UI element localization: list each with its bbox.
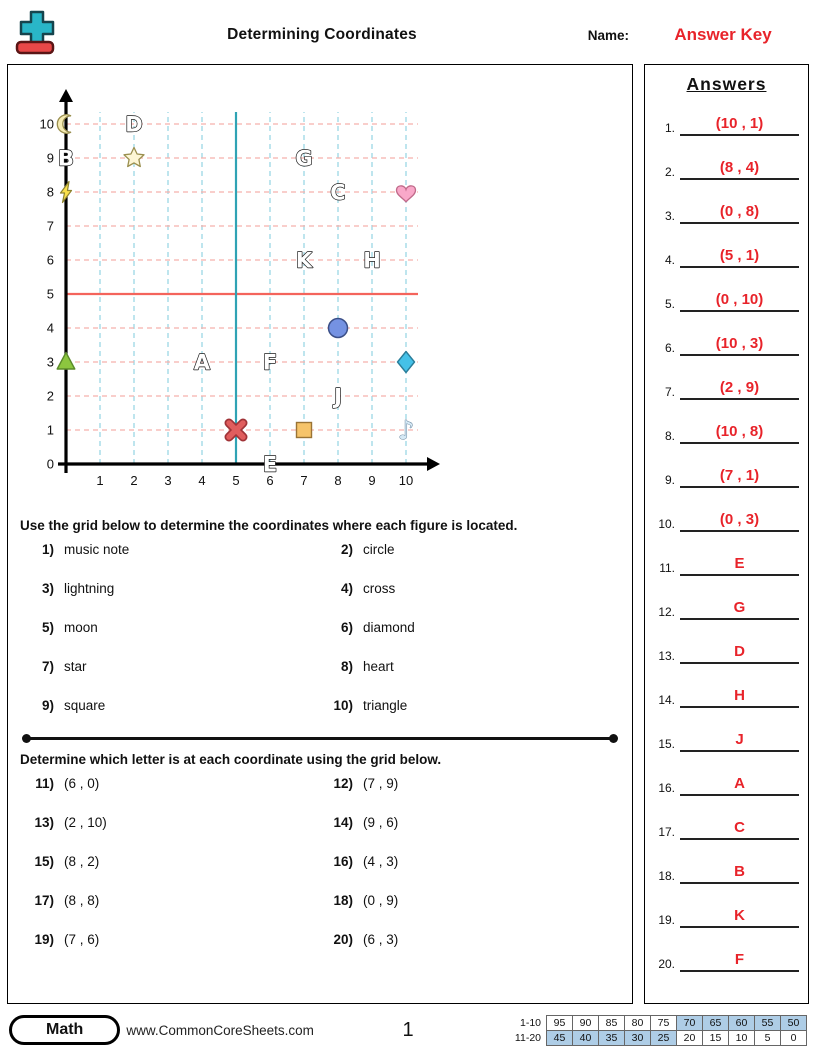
x-axis-arrow — [427, 457, 440, 471]
answer-value: K — [680, 906, 799, 929]
y-tick-label: 1 — [46, 422, 54, 438]
item-text: (2 , 10) — [64, 815, 107, 830]
item-text: diamond — [363, 620, 415, 635]
x-tick-label: 8 — [334, 473, 342, 488]
grid-symbol-triangle-icon — [57, 353, 75, 370]
name-label: Name: — [587, 27, 629, 43]
answer-value: C — [680, 818, 799, 841]
logo-icon — [9, 8, 73, 58]
item-text: (9 , 6) — [363, 815, 399, 830]
answer-number: 1. — [664, 121, 675, 135]
subject-badge: Math — [9, 1015, 120, 1045]
answer-number: 8. — [664, 429, 675, 443]
item-text: music note — [64, 542, 130, 557]
y-tick-label: 3 — [46, 354, 54, 370]
section2-instruction: Determine which letter is at each coordinate using the grid below. — [20, 752, 442, 767]
answer-number: 11. — [659, 561, 675, 575]
worksheet-item — [24, 893, 323, 908]
worksheet-item — [24, 698, 323, 713]
y-tick-label: 6 — [46, 252, 54, 268]
commoncoresheets-logo — [9, 8, 87, 63]
score-cell: 20 — [677, 1030, 703, 1045]
answers-panel — [644, 64, 809, 1004]
score-row — [513, 1015, 807, 1030]
item-number: 2) — [340, 542, 353, 557]
x-tick-label: 3 — [164, 473, 172, 488]
answer-row — [654, 416, 799, 444]
score-cell: 70 — [677, 1015, 703, 1030]
score-cell: 0 — [781, 1030, 807, 1045]
item-text: (4 , 3) — [363, 854, 399, 869]
divider-line — [29, 737, 611, 740]
worksheet-item — [323, 893, 622, 908]
x-tick-label: 10 — [398, 473, 414, 488]
item-text: square — [64, 698, 106, 713]
worksheet-item — [323, 698, 622, 713]
score-cell: 90 — [573, 1015, 599, 1030]
score-row-label: 1-10 — [519, 1016, 541, 1029]
item-number: 1) — [41, 542, 54, 557]
worksheet-item — [24, 542, 323, 557]
answer-row — [654, 460, 799, 488]
item-text: cross — [363, 581, 396, 596]
answer-value: (8 , 4) — [680, 158, 799, 181]
item-number: 4) — [340, 581, 353, 596]
worksheet-item — [323, 932, 622, 947]
worksheet-item — [24, 815, 323, 830]
item-text: (6 , 0) — [64, 776, 100, 791]
y-axis-arrow — [59, 89, 73, 102]
score-cell: 10 — [729, 1030, 755, 1045]
grid-letter-K: K — [295, 248, 313, 273]
worksheet-panel — [7, 64, 633, 1004]
y-tick-label: 7 — [46, 218, 54, 234]
answer-value: (10 , 8) — [680, 422, 799, 445]
answer-number: 16. — [658, 781, 675, 795]
score-cell: 15 — [703, 1030, 729, 1045]
worksheet-item — [24, 581, 323, 596]
answer-number: 13. — [658, 649, 675, 663]
answer-number: 12. — [658, 605, 675, 619]
answer-value: J — [680, 730, 799, 753]
answer-number: 3. — [664, 209, 675, 223]
score-cell: 40 — [573, 1030, 599, 1045]
answer-number: 2. — [664, 165, 675, 179]
answer-row — [654, 504, 799, 532]
section2-items — [24, 776, 622, 947]
coordinate-grid-wrap — [20, 72, 622, 509]
answer-row — [654, 724, 799, 752]
item-text: lightning — [64, 581, 115, 596]
page-title: Determining Coordinates — [227, 26, 417, 43]
grid-symbol-cross-icon — [229, 423, 243, 437]
item-number: 8) — [340, 659, 353, 674]
answer-number: 18. — [658, 869, 675, 883]
worksheet-item — [323, 659, 622, 674]
y-tick-label: 4 — [46, 320, 54, 336]
score-cell: 80 — [625, 1015, 651, 1030]
divider-dot-right — [609, 734, 618, 743]
item-text: (8 , 8) — [64, 893, 100, 908]
page-header — [7, 6, 809, 64]
item-number: 9) — [41, 698, 54, 713]
answer-row — [654, 680, 799, 708]
answer-value: (0 , 10) — [680, 290, 799, 313]
score-cell: 25 — [651, 1030, 677, 1045]
answer-row — [654, 900, 799, 928]
grid-letter-E: E — [262, 452, 278, 477]
footer-right — [424, 1015, 807, 1046]
answer-row — [654, 284, 799, 312]
worksheet-item — [24, 620, 323, 635]
section-divider — [22, 734, 618, 743]
item-number: 16) — [333, 854, 353, 869]
worksheet-item — [24, 776, 323, 791]
answer-number: 9. — [664, 473, 675, 487]
score-row-label: 11-20 — [514, 1031, 541, 1044]
section1-instruction: Use the grid below to determine the coordinates where each figure is located. — [20, 518, 518, 533]
answer-value: (7 , 1) — [680, 466, 799, 489]
page-body — [7, 64, 809, 1004]
answer-value: D — [680, 642, 799, 665]
answer-row — [654, 328, 799, 356]
answer-row — [654, 108, 799, 136]
grid-letter-A: A — [193, 350, 211, 375]
grid-letter-B: B — [57, 146, 75, 171]
x-tick-label: 1 — [96, 473, 104, 488]
answer-value: E — [680, 554, 799, 577]
item-text: moon — [64, 620, 98, 635]
score-cell: 85 — [599, 1015, 625, 1030]
answer-row — [654, 812, 799, 840]
worksheet-item — [323, 620, 622, 635]
item-number: 15) — [34, 854, 54, 869]
worksheet-item — [323, 581, 622, 596]
answer-value: (0 , 3) — [680, 510, 799, 533]
score-cell: 55 — [755, 1015, 781, 1030]
item-number: 20) — [333, 932, 353, 947]
section1-items — [24, 542, 622, 713]
score-cell: 30 — [625, 1030, 651, 1045]
answers-title: Answers — [686, 74, 767, 94]
answer-row — [654, 196, 799, 224]
answer-row — [654, 636, 799, 664]
x-tick-label: 6 — [266, 473, 274, 488]
grid-symbol-music-note-icon — [398, 416, 415, 446]
answer-row — [654, 592, 799, 620]
answer-number: 14. — [658, 693, 675, 707]
item-text: star — [64, 659, 87, 674]
score-cell: 50 — [781, 1015, 807, 1030]
y-tick-label: 0 — [46, 456, 54, 472]
answer-row — [654, 944, 799, 972]
answer-value: (10 , 1) — [680, 114, 799, 137]
answer-value: (5 , 1) — [680, 246, 799, 269]
answer-value: A — [680, 774, 799, 797]
worksheet-item — [323, 854, 622, 869]
grid-letter-J: J — [334, 384, 342, 409]
grid-symbol-square-icon — [297, 423, 312, 438]
grid-letter-F: F — [262, 350, 278, 375]
answer-number: 6. — [664, 341, 675, 355]
x-tick-label: 7 — [300, 473, 308, 488]
coordinate-grid — [20, 72, 450, 504]
worksheet-item — [323, 542, 622, 557]
worksheet-item — [24, 854, 323, 869]
item-text: (7 , 9) — [363, 776, 399, 791]
item-number: 10) — [333, 698, 353, 713]
item-text: triangle — [363, 698, 408, 713]
answer-value: B — [680, 862, 799, 885]
x-tick-label: 4 — [198, 473, 206, 488]
score-cell: 60 — [729, 1015, 755, 1030]
worksheet-item — [323, 776, 622, 791]
score-cell: 75 — [651, 1015, 677, 1030]
answer-key-label: Answer Key — [674, 25, 772, 44]
answer-row — [654, 856, 799, 884]
answer-value: (10 , 3) — [680, 334, 799, 357]
item-number: 5) — [41, 620, 54, 635]
item-number: 17) — [34, 893, 54, 908]
answer-row — [654, 372, 799, 400]
item-number: 7) — [41, 659, 54, 674]
answer-value: F — [680, 950, 799, 973]
y-tick-label: 2 — [46, 388, 54, 404]
answer-row — [654, 768, 799, 796]
answer-value: H — [680, 686, 799, 709]
y-tick-label: 10 — [39, 116, 54, 132]
y-tick-label: 5 — [46, 286, 54, 302]
item-text: (7 , 6) — [64, 932, 100, 947]
answer-value: (2 , 9) — [680, 378, 799, 401]
worksheet-item — [24, 932, 323, 947]
x-tick-label: 5 — [232, 473, 240, 488]
grid-letter-C: C — [330, 180, 346, 205]
answer-row — [654, 152, 799, 180]
grid-symbol-circle-icon — [329, 319, 348, 338]
item-number: 19) — [34, 932, 54, 947]
svg-text:♪: ♪ — [397, 416, 415, 446]
grid-letter-D: D — [125, 112, 143, 137]
website-text: www.CommonCoreSheets.com — [126, 1022, 314, 1038]
item-number: 12) — [333, 776, 353, 791]
item-number: 14) — [333, 815, 353, 830]
score-cell: 65 — [703, 1015, 729, 1030]
y-tick-label: 9 — [46, 150, 54, 166]
item-number: 18) — [333, 893, 353, 908]
item-text: circle — [363, 542, 395, 557]
grid-symbol-heart-icon — [397, 186, 416, 202]
answer-number: 7. — [664, 385, 675, 399]
score-cell: 5 — [755, 1030, 781, 1045]
item-text: (6 , 3) — [363, 932, 399, 947]
answer-number: 10. — [658, 517, 675, 531]
score-table — [513, 1015, 807, 1046]
y-tick-label: 8 — [46, 184, 54, 200]
grid-symbol-diamond-icon — [398, 352, 415, 373]
item-text: (8 , 2) — [64, 854, 100, 869]
x-tick-label: 2 — [130, 473, 138, 488]
item-text: (0 , 9) — [363, 893, 399, 908]
item-number: 11) — [35, 776, 54, 791]
answer-number: 20. — [658, 957, 675, 971]
page-number: 1 — [402, 1018, 414, 1041]
item-number: 3) — [41, 581, 54, 596]
answers-list — [654, 108, 799, 972]
answer-row — [654, 548, 799, 576]
answer-number: 5. — [664, 297, 675, 311]
x-tick-label: 9 — [368, 473, 376, 488]
item-number: 13) — [34, 815, 54, 830]
grid-letter-G: G — [295, 146, 313, 171]
score-cell: 95 — [547, 1015, 573, 1030]
answer-row — [654, 240, 799, 268]
answer-number: 17. — [658, 825, 675, 839]
footer-left — [9, 1015, 392, 1045]
answer-number: 4. — [664, 253, 675, 267]
answer-number: 19. — [658, 913, 675, 927]
worksheet-item — [24, 659, 323, 674]
worksheet-item — [323, 815, 622, 830]
item-text: heart — [363, 659, 394, 674]
page-footer — [7, 1009, 809, 1051]
score-row — [513, 1030, 807, 1045]
grid-letter-H: H — [363, 248, 381, 273]
answer-value: G — [680, 598, 799, 621]
score-cell: 35 — [599, 1030, 625, 1045]
answer-number: 15. — [658, 737, 675, 751]
answer-value: (0 , 8) — [680, 202, 799, 225]
score-cell: 45 — [547, 1030, 573, 1045]
item-number: 6) — [340, 620, 353, 635]
